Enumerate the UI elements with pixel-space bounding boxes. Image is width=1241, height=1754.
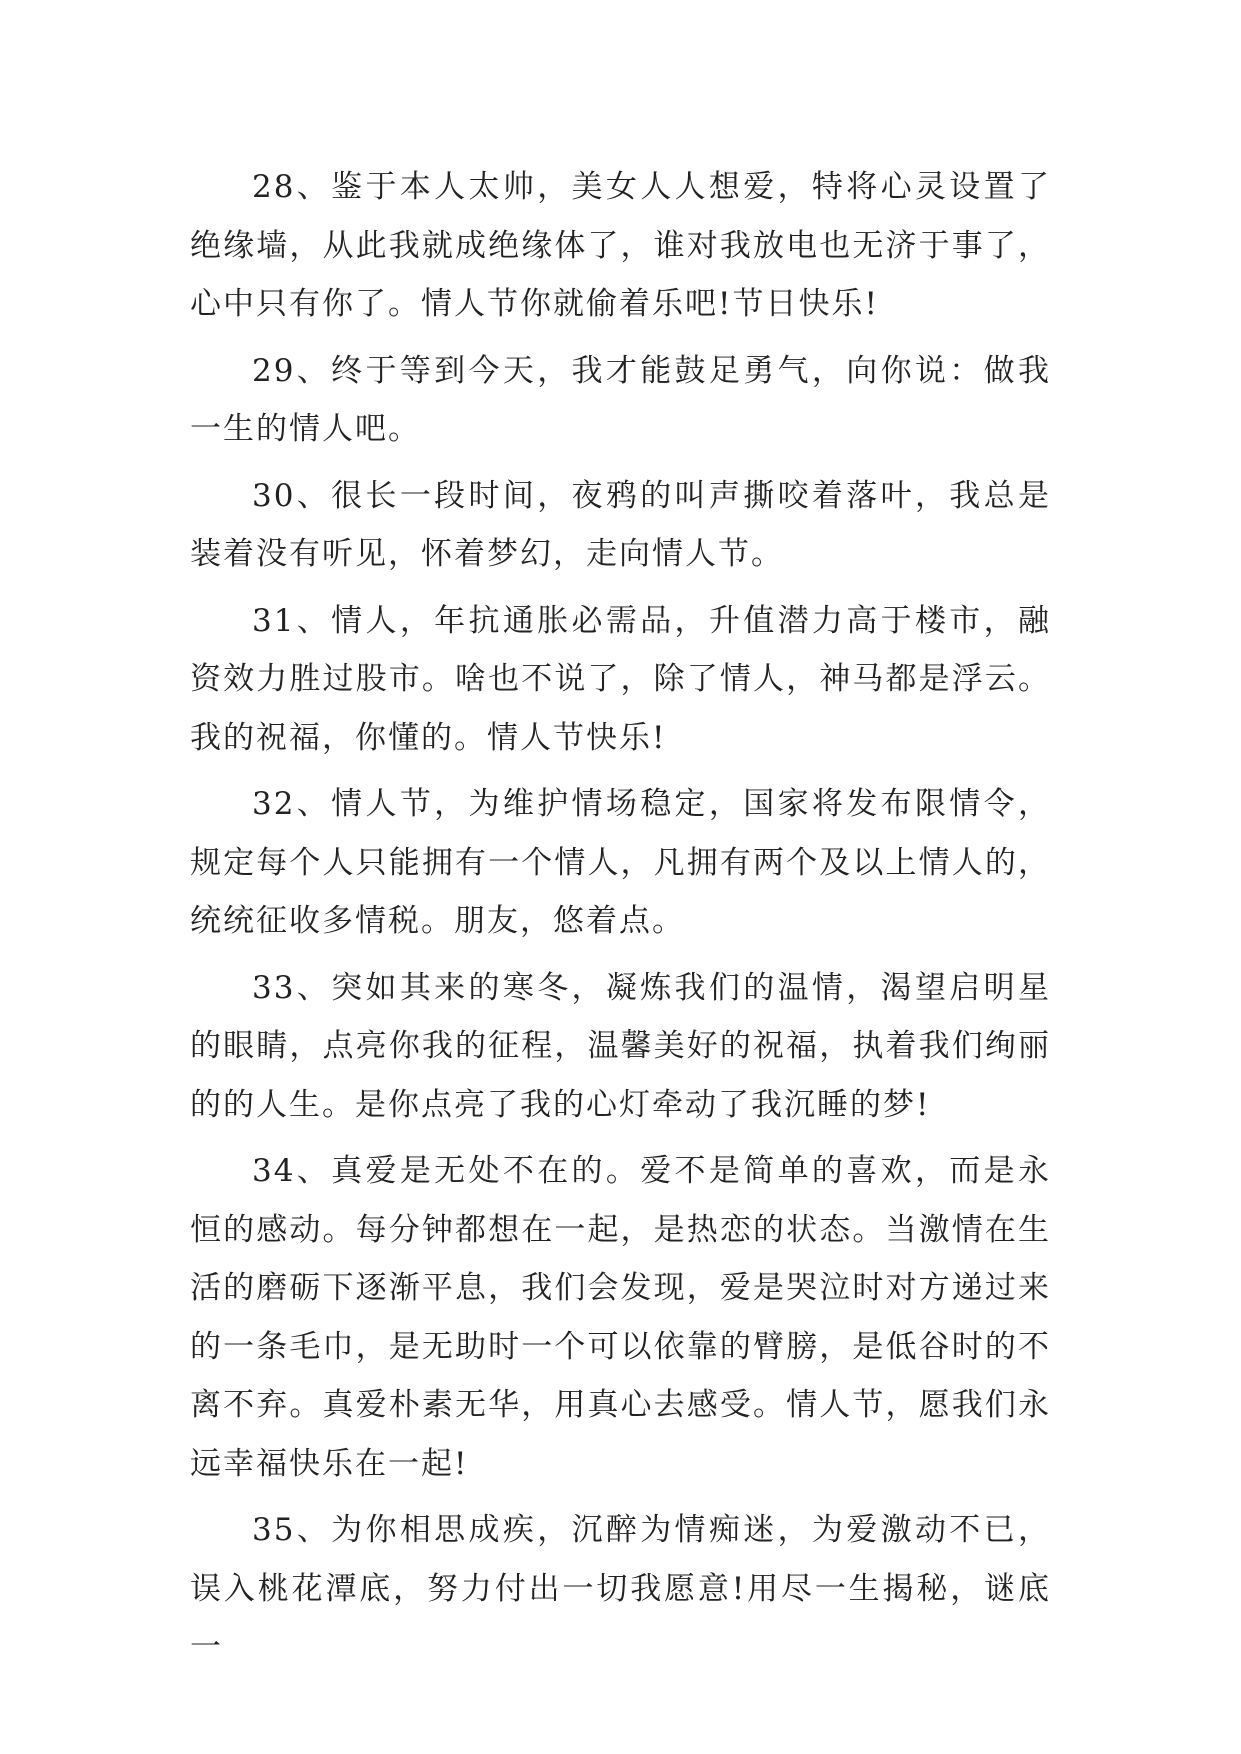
paragraph-31: 31、情人，年抗通胀必需品，升值潜力高于楼市，融资效力胜过股市。啥也不说了，除了情人，神马都是浮云。我的祝福，你懂的。情人节快乐! (190, 602, 1051, 756)
paragraph-34: 34、真爱是无处不在的。爱不是简单的喜欢，而是永恒的感动。每分钟都想在一起，是热恋的状态。当激情在生活的磨砺下逐渐平息，我们会发现，爱是哭泣时对方递过来的一条毛巾，是无助时一个可以依靠的臂膀，是低谷时的不离不弃。真爱朴素无华，用真心去感受。情人节，愿我们永远幸福快乐在一起! (190, 1153, 1051, 1482)
paragraph-29: 29、终于等到今天，我才能鼓足勇气，向你说：做我一生的情人吧。 (190, 352, 1051, 447)
paragraph-33: 33、突如其来的寒冬，凝炼我们的温情，渴望启明星的眼睛，点亮你我的征程，温馨美好的祝福，执着我们绚丽的的人生。是你点亮了我的心灯牵动了我沉睡的梦! (190, 969, 1051, 1123)
document-body (190, 158, 1051, 1685)
paragraph-30: 30、很长一段时间，夜鸦的叫声撕咬着落叶，我总是装着没有听见，怀着梦幻，走向情人节。 (190, 477, 1051, 572)
paragraph-32: 32、情人节，为维护情场稳定，国家将发布限情令，规定每个人只能拥有一个情人，凡拥有两个及以上情人的，统统征收多情税。朋友，悠着点。 (190, 786, 1051, 939)
paragraph-35: 35、为你相思成疾，沉醉为情痴迷，为爱激动不已，误入桃花潭底，努力付出一切我愿意!用尽一生揭秘，谜底一 (190, 1512, 1051, 1665)
paragraph-28: 28、鉴于本人太帅，美女人人想爱，特将心灵设置了绝缘墙，从此我就成绝缘体了，谁对我放电也无济于事了，心中只有你了。情人节你就偷着乐吧!节日快乐! (190, 169, 1051, 322)
